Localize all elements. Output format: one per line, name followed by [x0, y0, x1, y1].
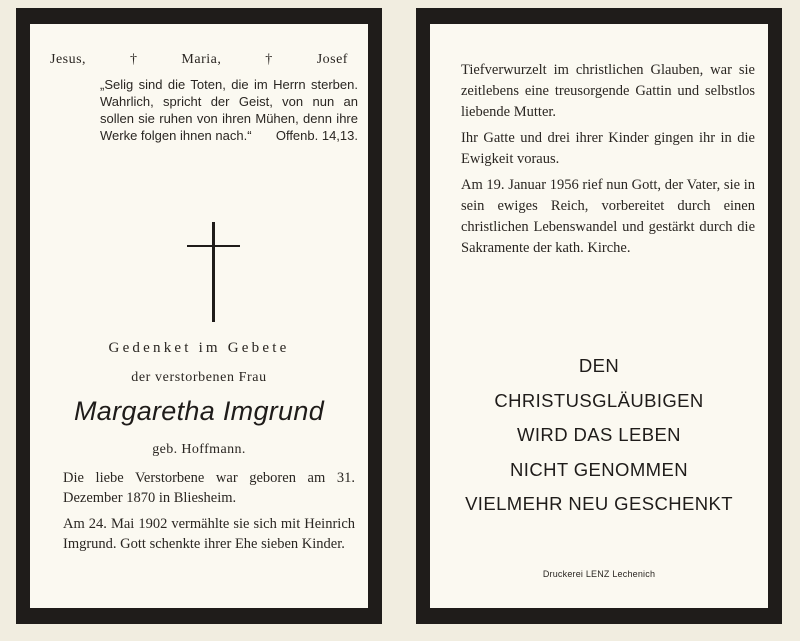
- motto-line: WIRD DAS LEBEN: [517, 424, 681, 445]
- header-maria: Maria,: [181, 52, 222, 67]
- cross-glyph-1: †: [129, 52, 138, 67]
- life-text: [461, 60, 755, 264]
- birth-text: Die liebe Verstorbene war geboren am 31. Dezember 1870 in Bliesheim.: [63, 470, 355, 506]
- predeceased-paragraph: Ihr Gatte und drei ihrer Kinder gingen ihr in die Ewigkeit voraus.: [461, 130, 755, 167]
- cross-icon: [212, 222, 215, 322]
- right-card-inner: [430, 24, 768, 608]
- motto-line: VIELMEHR NEU GESCHENKT: [465, 493, 733, 514]
- deceased-label: der verstorbenen Frau: [131, 370, 267, 385]
- quote-text: „Selig sind die Toten, die im Herrn sterben. Wahrlich, spricht der Geist, von nun an sollen sie ruhen von ihren Mühen, denn ihre Werke folgen ihnen nach.“: [100, 77, 358, 143]
- faith-paragraph: Tiefverwurzelt im christlichen Glauben, war sie zeitlebens eine treusorgende Gattin und selbstlos liebende Mutter.: [461, 62, 755, 120]
- quote-reference: Offenb. 14,13.: [275, 128, 358, 143]
- header-jesus: Jesus,: [50, 52, 87, 67]
- cross-glyph-2: †: [265, 52, 273, 67]
- printer-credit: Druckerei LENZ Lechenich: [542, 569, 656, 579]
- motto-line: NICHT GENOMMEN: [510, 458, 688, 480]
- maiden-name: geb. Hoffmann.: [152, 442, 246, 457]
- motto-block: [430, 349, 768, 522]
- marriage-paragraph: [63, 514, 355, 554]
- left-card-inner: [30, 24, 368, 608]
- gedenket-heading: Gedenket im Gebete: [108, 340, 290, 356]
- death-paragraph: Am 19. Januar 1956 rief nun Gott, der Vater, sie in sein ewiges Reich, vorbereitet durch einen christlichen Lebenswandel und gestärkt durch die Sakramente der kath. Kirche.: [461, 177, 755, 256]
- cross-icon-bar: [187, 245, 240, 247]
- left-card: [16, 8, 382, 624]
- marriage-text: Am 24. Mai 1902 vermählte sie sich mit Heinrich Imgrund. Gott schenkte ihrer Ehe sieben Kinder.: [63, 516, 355, 552]
- header-josef: Josef: [316, 52, 348, 67]
- scripture-quote: [100, 76, 358, 144]
- right-card: [416, 8, 782, 624]
- motto-line: CHRISTUSGLÄUBIGEN: [494, 389, 704, 411]
- birth-paragraph: [63, 468, 355, 508]
- motto-line: DEN: [578, 355, 620, 376]
- holy-family-header: [50, 52, 348, 68]
- deceased-name: Margaretha Imgrund: [73, 396, 325, 426]
